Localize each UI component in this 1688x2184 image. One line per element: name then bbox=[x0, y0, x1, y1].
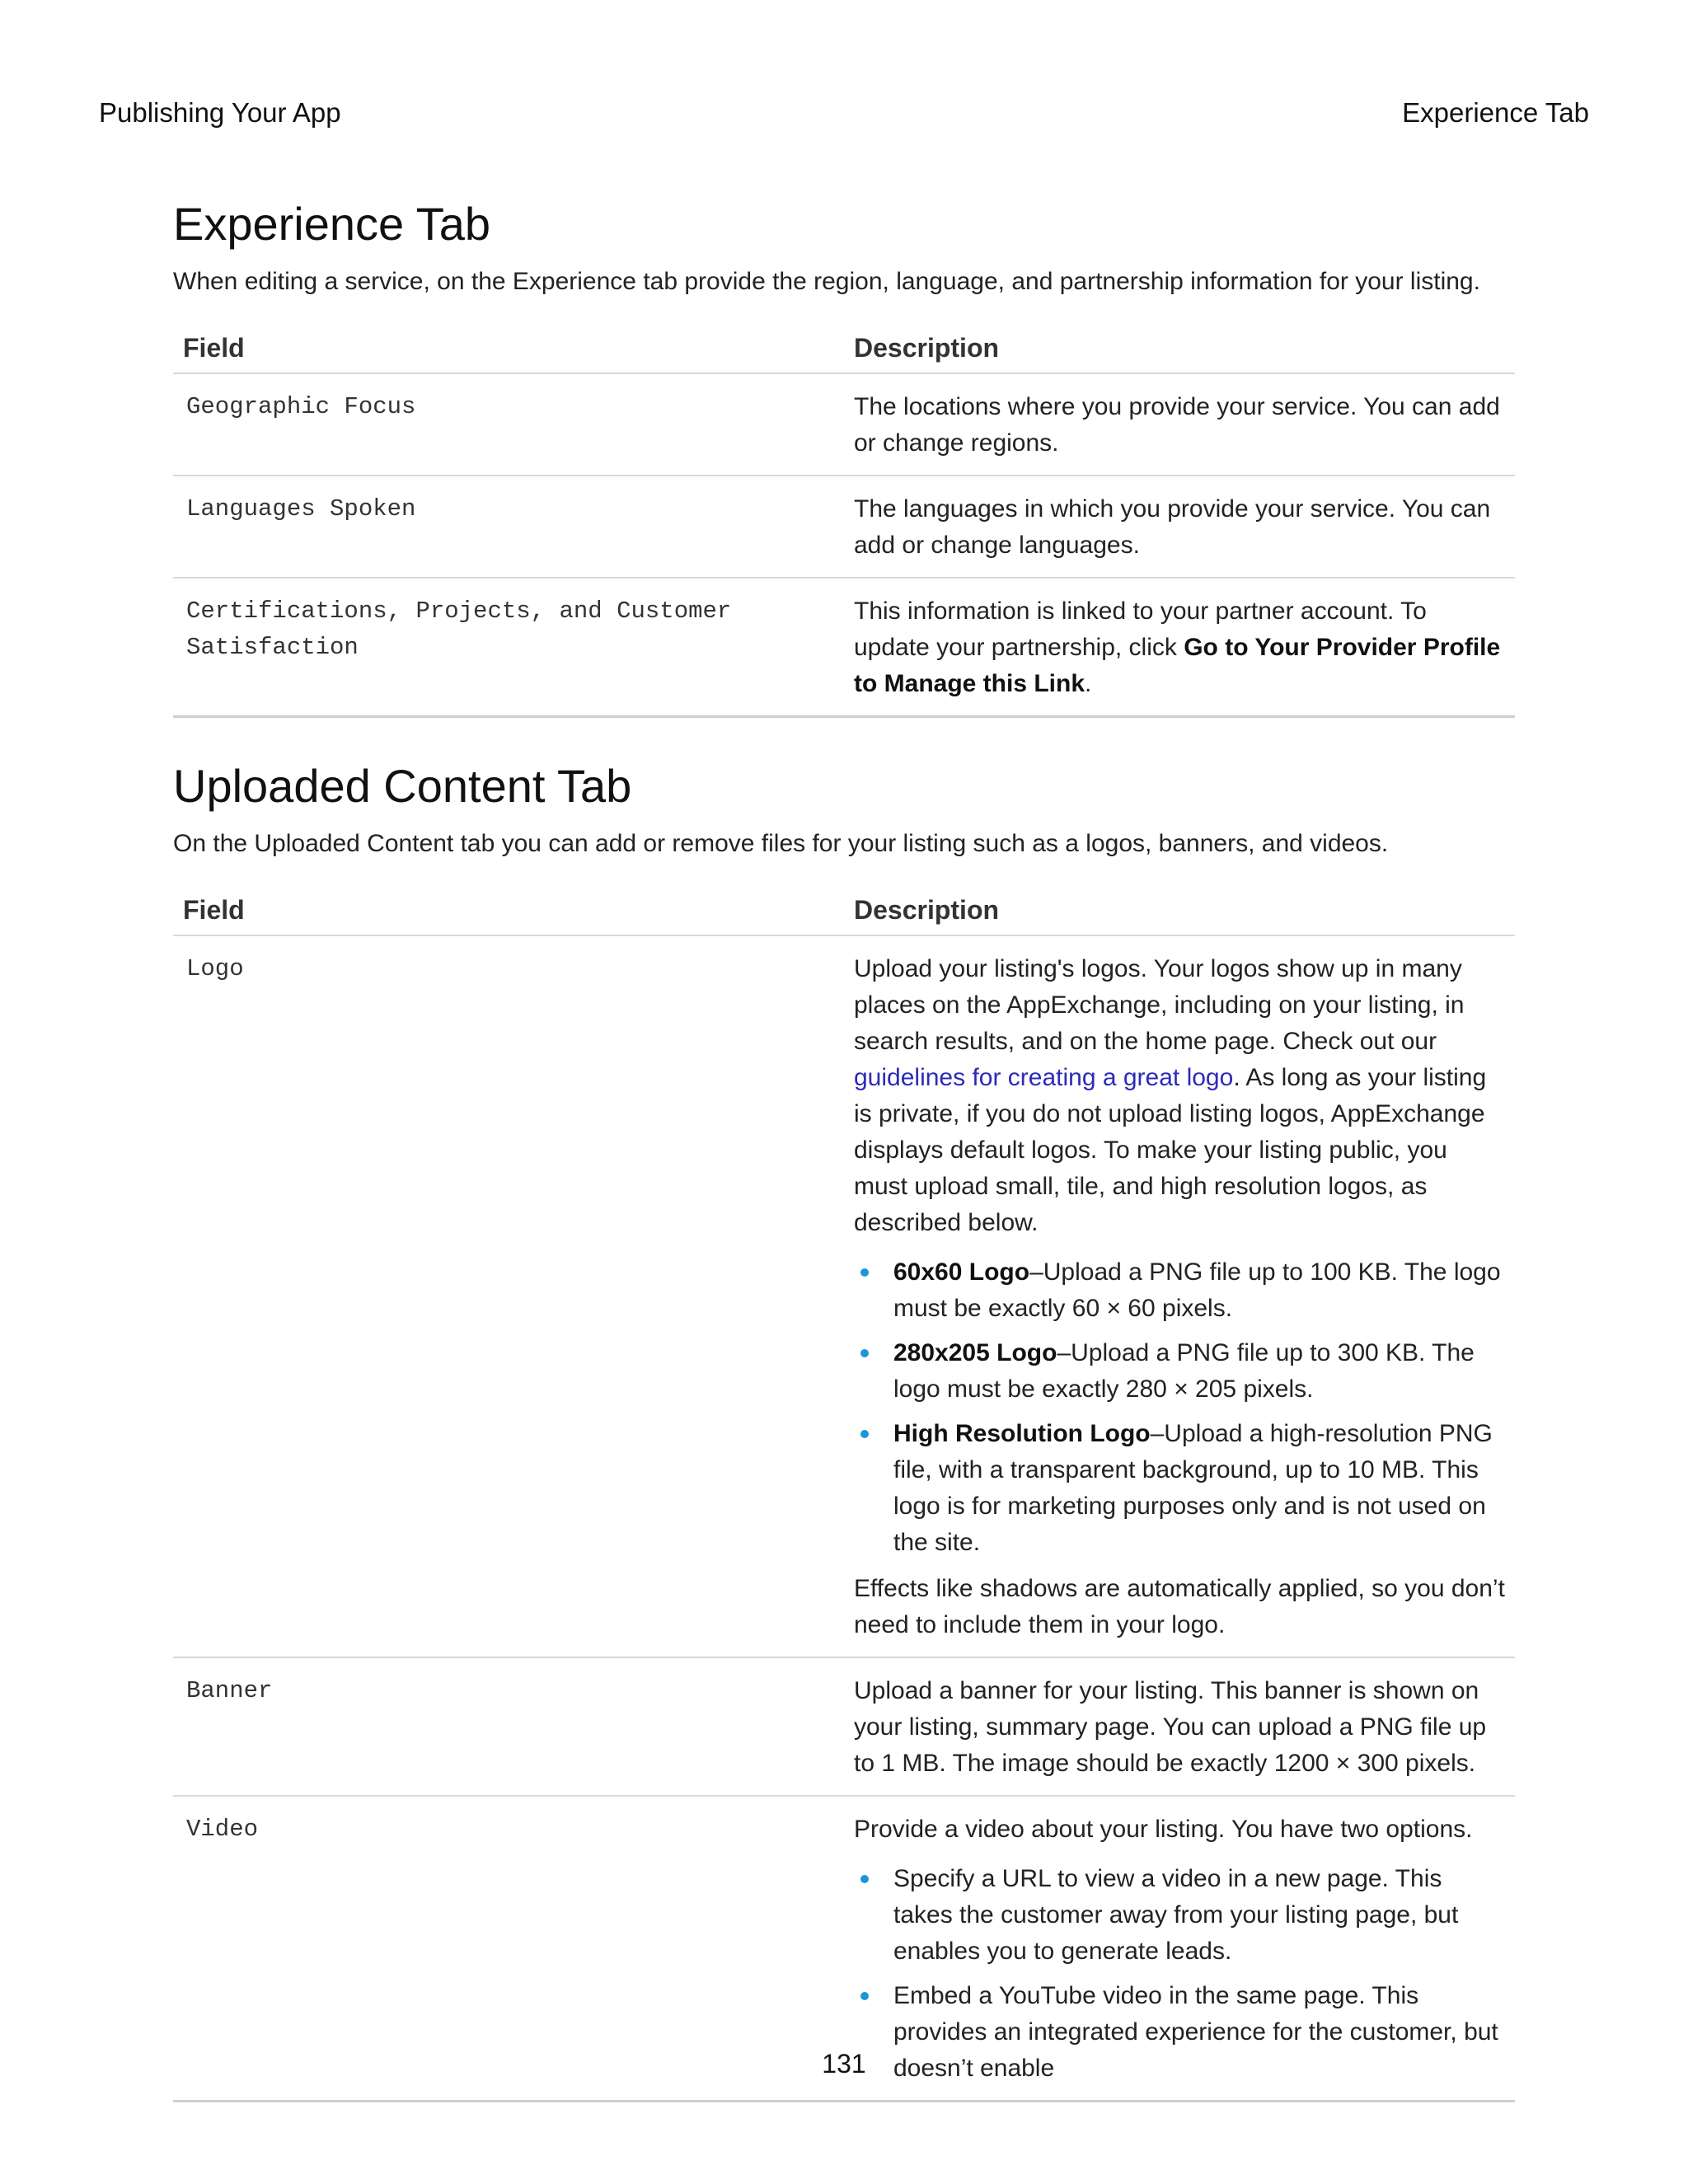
logo-type-label: 280x205 Logo bbox=[893, 1339, 1057, 1366]
column-header-description: Description bbox=[844, 326, 1515, 373]
page-number: 131 bbox=[822, 2049, 866, 2079]
description-paragraph bbox=[854, 951, 1505, 1241]
running-header bbox=[99, 97, 1589, 129]
description-paragraph: Effects like shadows are automatically applied, so you don’t need to include them in your logo. bbox=[854, 1575, 1505, 1638]
table-header-row bbox=[173, 888, 1515, 935]
column-header-description: Description bbox=[844, 888, 1515, 935]
experience-fields-table bbox=[173, 326, 1515, 718]
list-item: Embed a YouTube video in the same page. This provides an integrated experience for the customer, but doesn’t enable bbox=[854, 1978, 1505, 2087]
description-text: . As long as your listing is private, if you do not upload listing logos, AppExchange displays default logos. To make your listing public, you must upload small, tile, and high resolution logos, as described below. bbox=[854, 1064, 1487, 1236]
field-name: Logo bbox=[173, 935, 844, 1657]
logo-type-label: 60x60 Logo bbox=[893, 1258, 1030, 1286]
field-name: Certifications, Projects, and Customer Satisfaction bbox=[173, 578, 844, 717]
field-description: The locations where you provide your service. You can add or change regions. bbox=[844, 373, 1515, 476]
column-header-field: Field bbox=[173, 888, 844, 935]
table-row bbox=[173, 935, 1515, 1657]
table-row bbox=[173, 1657, 1515, 1796]
field-description bbox=[844, 578, 1515, 717]
table-row bbox=[173, 476, 1515, 578]
header-chapter-title: Publishing Your App bbox=[99, 97, 341, 128]
section-intro-uploaded: On the Uploaded Content tab you can add or remove files for your listing such as a logos, banners, and videos. bbox=[173, 830, 1389, 857]
description-text: This information is linked to your partner account. To update your partnership, click bbox=[854, 598, 1427, 661]
section-title-experience: Experience Tab bbox=[173, 198, 490, 250]
list-item bbox=[854, 1416, 1505, 1561]
section-intro-experience: When editing a service, on the Experience tab provide the region, language, and partnership information for your listing. bbox=[173, 268, 1480, 295]
field-name: Geographic Focus bbox=[173, 373, 844, 476]
list-item bbox=[854, 1254, 1505, 1327]
uploaded-content-tab-section bbox=[173, 757, 1515, 2102]
logo-type-label: High Resolution Logo bbox=[893, 1420, 1151, 1447]
description-text: . bbox=[1085, 670, 1092, 697]
ui-action-label: Go to Your Provider Profile to Manage this Link bbox=[854, 634, 1501, 697]
field-description: The languages in which you provide your service. You can add or change languages. bbox=[844, 476, 1515, 578]
table-header-row bbox=[173, 326, 1515, 373]
logo-requirements-list bbox=[854, 1254, 1505, 1561]
field-description: Upload a banner for your listing. This banner is shown on your listing, summary page. You can upload a PNG file up to 1 MB. The image should be exactly 1200 × 300 pixels. bbox=[844, 1657, 1515, 1796]
list-item-text: –Upload a high-resolution PNG file, with a transparent background, up to 10 MB. This logo is for marketing purposes only and is not used on the site. bbox=[893, 1420, 1493, 1556]
uploaded-content-fields-table bbox=[173, 888, 1515, 2102]
table-row bbox=[173, 578, 1515, 717]
list-item-text: –Upload a PNG file up to 300 KB. The logo must be exactly 280 × 205 pixels. bbox=[893, 1339, 1475, 1403]
list-item: Specify a URL to view a video in a new page. This takes the customer away from your listing page, but enables you to generate leads. bbox=[854, 1861, 1505, 1970]
experience-tab-section bbox=[173, 194, 1515, 718]
list-item bbox=[854, 1335, 1505, 1408]
field-name: Video bbox=[173, 1796, 844, 2102]
field-name: Banner bbox=[173, 1657, 844, 1796]
table-row bbox=[173, 373, 1515, 476]
list-item-text: –Upload a PNG file up to 100 KB. The logo must be exactly 60 × 60 pixels. bbox=[893, 1258, 1501, 1322]
description-text: Upload your listing's logos. Your logos show up in many places on the AppExchange, including on your listing, in search results, and on the home page. Check out our bbox=[854, 955, 1465, 1055]
field-description bbox=[844, 935, 1515, 1657]
header-section-title: Experience Tab bbox=[1402, 97, 1589, 128]
column-header-field: Field bbox=[173, 326, 844, 373]
field-name: Languages Spoken bbox=[173, 476, 844, 578]
logo-guidelines-link[interactable]: guidelines for creating a great logo bbox=[854, 1064, 1234, 1091]
section-title-uploaded: Uploaded Content Tab bbox=[173, 760, 632, 812]
description-paragraph: Provide a video about your listing. You have two options. bbox=[854, 1816, 1473, 1843]
